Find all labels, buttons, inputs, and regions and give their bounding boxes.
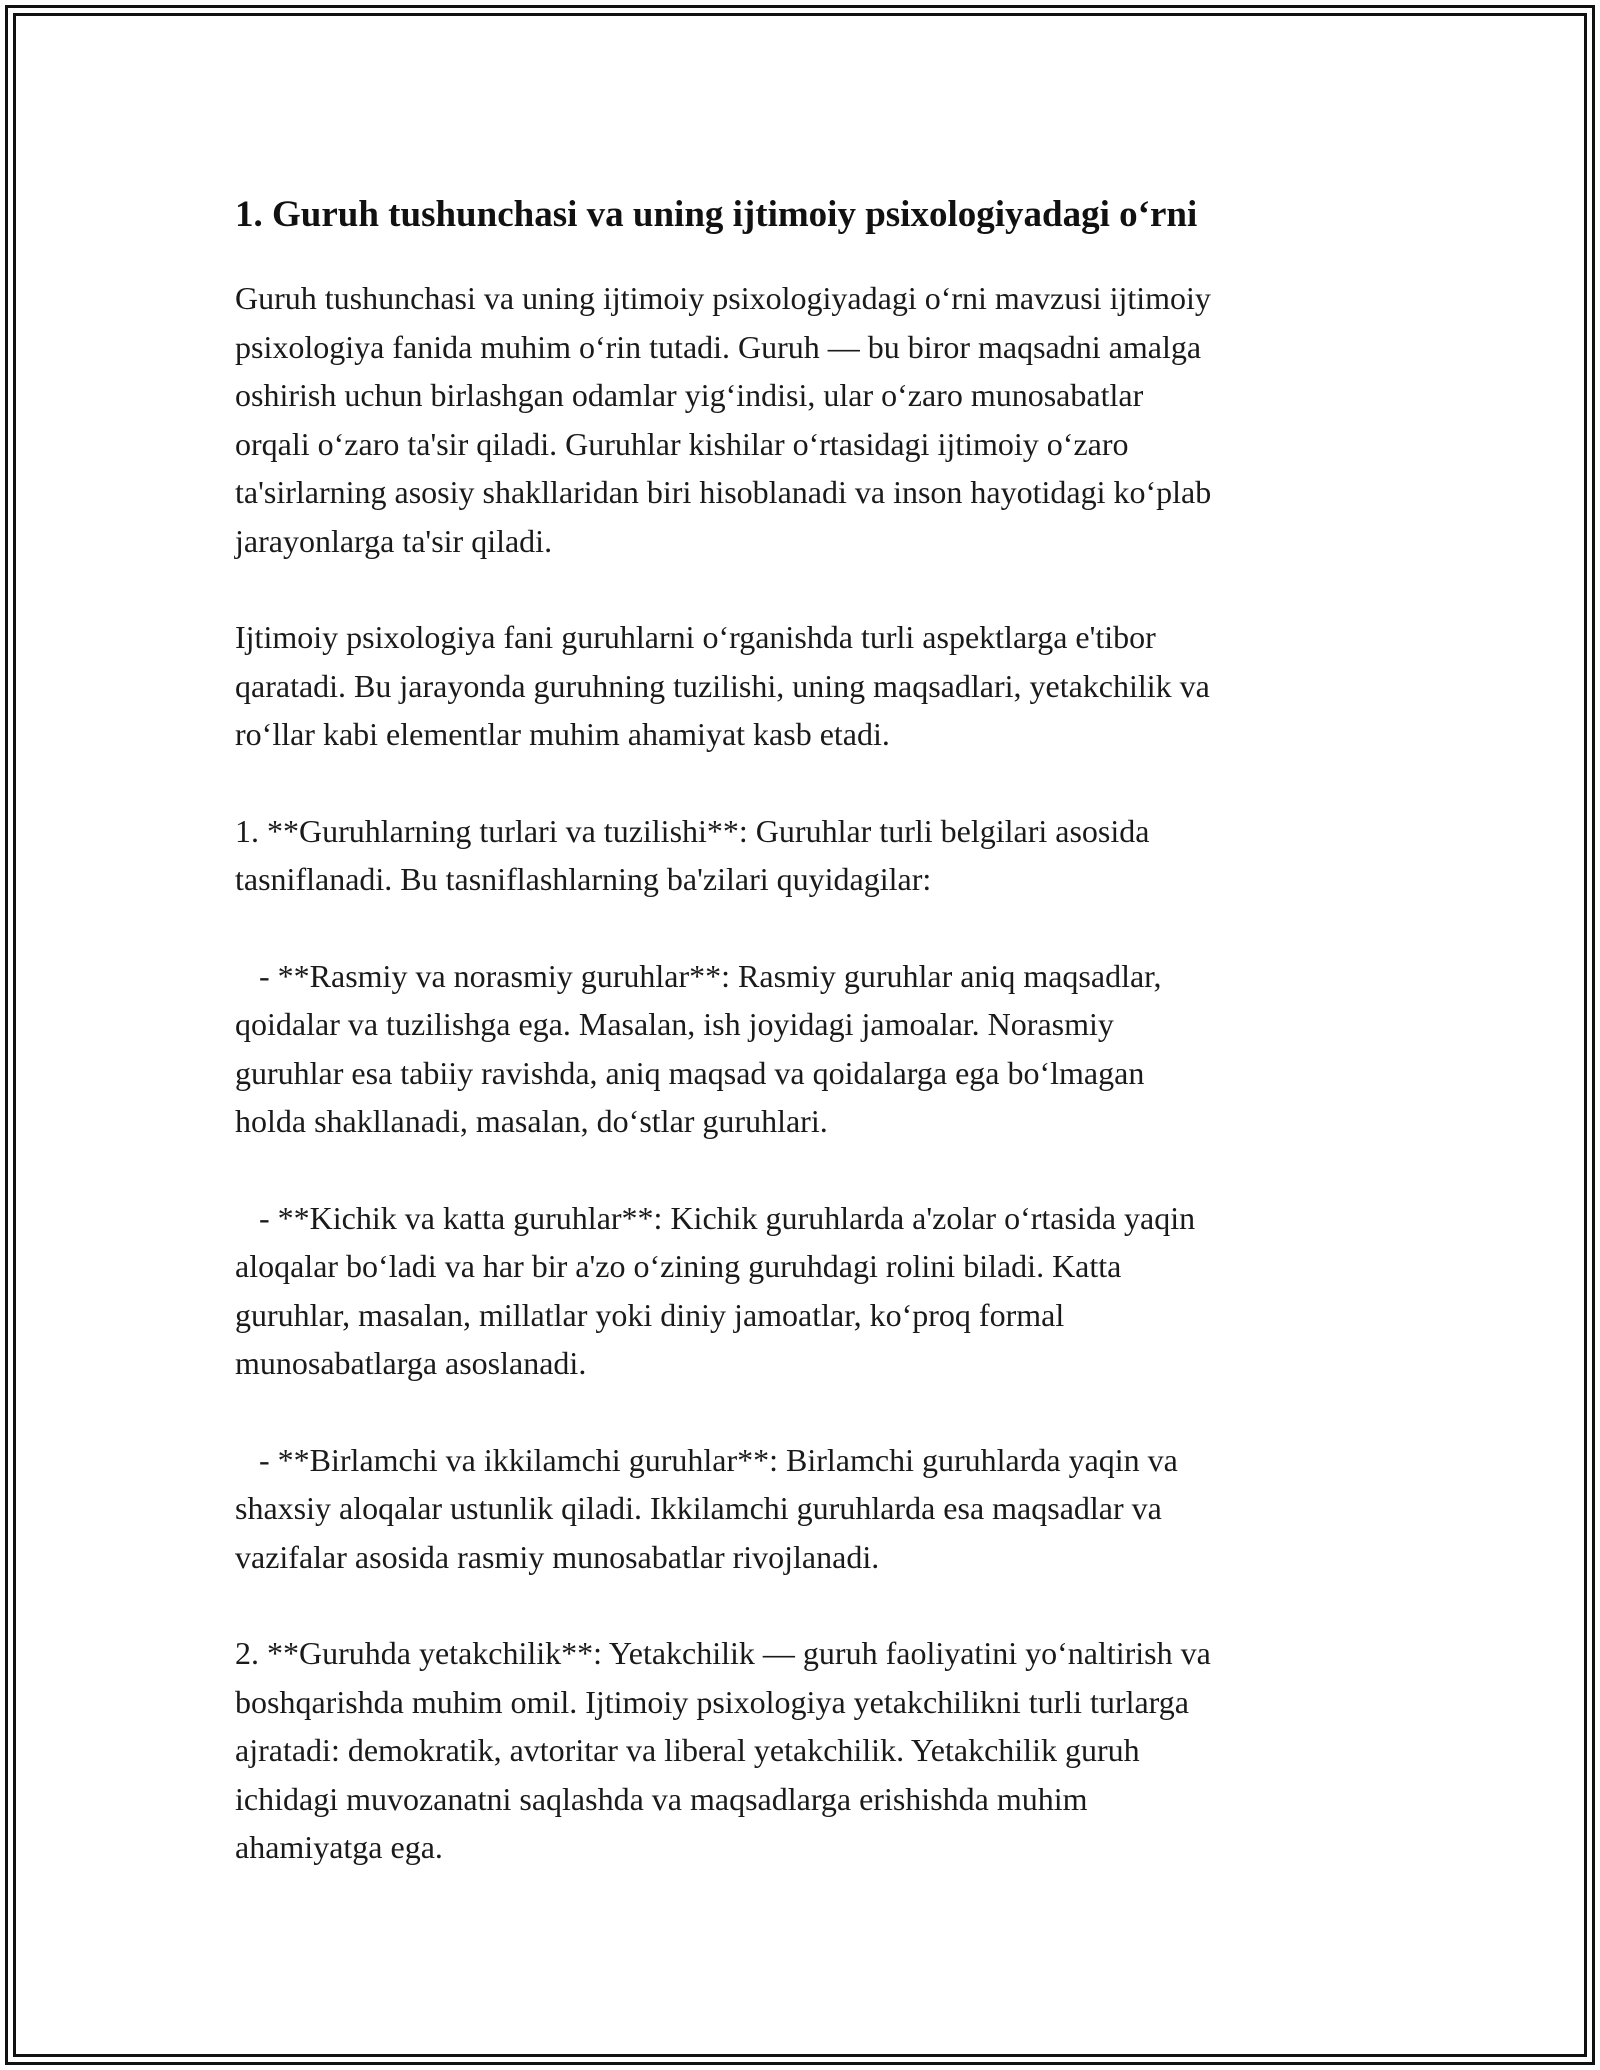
paragraph-aspects: Ijtimoiy psixologiya fani guruhlarni o‘rganishda turli aspektlarga e'tibor qaratadi. Bu jarayonda guruhning tuzilishi, uning maqsadlari, yetakchilik va ro‘llar kabi elementlar muhim ahamiyat kasb etadi. xyxy=(235,619,1210,752)
paragraph-primary-secondary: - **Birlamchi va ikkilamchi guruhlar**: Birlamchi guruhlarda yaqin va shaxsiy aloqalar ustunlik qiladi. Ikkilamchi guruhlarda esa maqsadlar va vazifalar asosida rasmiy munosabatlar rivojlanadi. xyxy=(235,1441,1178,1575)
paragraph-leadership: 2. **Guruhda yetakchilik**: Yetakchilik — guruh faoliyatini yo‘naltirish va boshqarishda muhim omil. Ijtimoiy psixologiya yetakchilikni turli turlarga ajratadi: demokratik, avtoritar va liberal yetakchilik. Yetakchilik guruh ichidagi muvozanatni saqlashda va maqsadlarga erishishda muhim ahamiyatga ega. xyxy=(235,1635,1211,1865)
paragraph-small-large: - **Kichik va katta guruhlar**: Kichik guruhlarda a'zolar o‘rtasida yaqin aloqalar bo‘ladi va har bir a'zo o‘zining guruhdagi rolini biladi. Katta guruhlar, masalan, millatlar yoki diniy jamoatlar, ko‘proq formal munosabatlarga asoslanadi. xyxy=(235,1199,1196,1381)
paragraph-group-types: 1. **Guruhlarning turlari va tuzilishi**: Guruhlar turli belgilari asosida tasniflanadi. Bu tasniflashlarning ba'zilari quyidagilar: xyxy=(235,812,1150,897)
document-body xyxy=(235,188,1375,1920)
paragraph-formal-informal: - **Rasmiy va norasmiy guruhlar**: Rasmiy guruhlar aniq maqsadlar, qoidalar va tuzilishga ega. Masalan, ish joyidagi jamoalar. Norasmiy guruhlar esa tabiiy ravishda, aniq maqsad va qoidalarga ega bo‘lmagan holda shakllanadi, masalan, do‘stlar guruhlari. xyxy=(235,957,1162,1139)
paragraph-intro: Guruh tushunchasi va uning ijtimoiy psixologiyadagi o‘rni mavzusi ijtimoiy psixologiya fanida muhim o‘rin tutadi. Guruh — bu biror maqsadni amalga oshirish uchun birlashgan odamlar yig‘indisi, ular o‘zaro munosabatlar orqali o‘zaro ta'sir qiladi. Guruhlar kishilar o‘rtasidagi ijtimoiy o‘zaro ta'sirlarning asosiy shakllaridan biri hisoblanadi va inson hayotidagi ko‘plab jarayonlarga ta'sir qiladi. xyxy=(235,280,1212,559)
section-heading: 1. Guruh tushunchasi va uning ijtimoiy psixologiyadagi o‘rni xyxy=(235,194,1198,235)
